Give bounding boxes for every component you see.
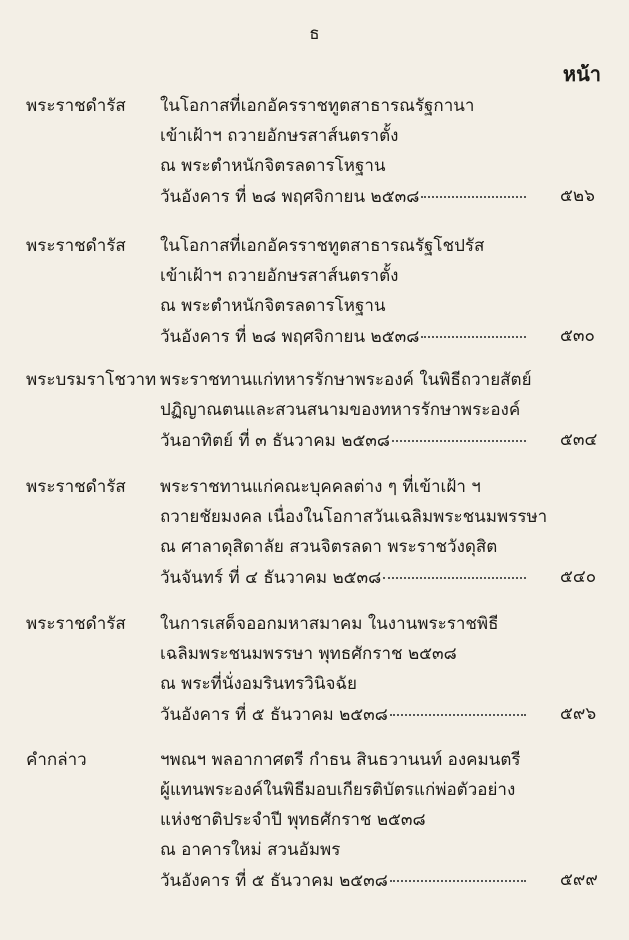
entry-line: เข้าเฝ้าฯ ถวายอักษรสาส์นตราตั้ง [160,126,399,146]
entry-page-number: ๕๔๐ [560,567,597,587]
roman-page-number: ธ [309,24,320,44]
entry-line: ในโอกาสที่เอกอัครราชทูตสาธารณรัฐโชปรัส [160,236,485,256]
entry-date-line [160,322,526,350]
entry-date: วันอังคาร ที่ ๒๘ พฤศจิกายน ๒๕๓๘ [160,327,420,347]
entry-line: ณ ศาลาดุสิดาลัย สวนจิตรลดา พระราชวังดุสิต [160,537,498,557]
entry-page-number: ๕๙๖ [560,704,597,724]
entry-line: ผู้แทนพระองค์ในพิธีมอบเกียรติบัตรแก่พ่อตัวอย่าง [160,780,516,800]
entry-category: พระราชดำรัส [26,477,126,497]
leader-dots [390,696,526,716]
entry-date: วันจันทร์ ที่ ๔ ธันวาคม ๒๕๓๘ [160,568,382,588]
page-column-heading: หน้า [562,62,601,86]
entry-line: ณ พระตำหนักจิตรลดารโหฐาน [160,156,386,176]
leader-dots [390,862,526,882]
leader-dots [421,178,526,198]
entry-category: พระราชดำรัส [26,236,126,256]
leader-dots [383,559,526,579]
entry-category: พระราชดำรัส [26,614,126,634]
entry-line: ในโอกาสที่เอกอัครราชทูตสาธารณรัฐกานา [160,96,475,116]
entry-date: วันอังคาร ที่ ๕ ธันวาคม ๒๕๓๘ [160,705,388,725]
entry-date: วันอังคาร ที่ ๒๘ พฤศจิกายน ๒๕๓๘ [160,187,420,207]
entry-line: แห่งชาติประจำปี พุทธศักราช ๒๕๓๘ [160,810,426,830]
entry-date-line [160,700,526,728]
entry-page-number: ๕๙๙ [560,870,598,890]
entry-line: ถวายชัยมงคล เนื่องในโอกาสวันเฉลิมพระชนมพรรษา [160,507,548,527]
entry-date: วันอังคาร ที่ ๕ ธันวาคม ๒๕๓๘ [160,871,388,891]
entry-line: ปฏิญาณตนและสวนสนามของทหารรักษาพระองค์ [160,400,521,420]
entry-date-line [160,182,526,210]
entry-date: วันอาทิตย์ ที่ ๓ ธันวาคม ๒๕๓๘ [160,431,391,451]
leader-dots [421,318,526,338]
entry-line: ณ พระที่นั่งอมรินทรวินิจฉัย [160,674,357,694]
entry-line: พระราชทานแก่คณะบุคคลต่าง ๆ ที่เข้าเฝ้า ฯ [160,477,481,497]
entry-date-line [160,426,526,454]
entry-line: พระราชทานแก่ทหารรักษาพระองค์ ในพิธีถวายสัตย์ [160,370,532,390]
entry-category: คำกล่าว [26,750,87,770]
entry-date-line [160,563,526,591]
entry-category: พระราชดำรัส [26,96,126,116]
entry-line: เฉลิมพระชนมพรรษา พุทธศักราช ๒๕๓๘ [160,644,457,664]
entry-page-number: ๕๓๔ [560,430,598,450]
entry-date-line [160,866,526,894]
entry-line: เข้าเฝ้าฯ ถวายอักษรสาส์นตราตั้ง [160,266,399,286]
entry-page-number: ๕๒๖ [560,186,595,206]
entry-page-number: ๕๓๐ [560,326,595,346]
entry-line: ณ อาคารใหม่ สวนอัมพร [160,840,341,860]
entry-line: ฯพณฯ พลอากาศตรี กำธน สินธวานนท์ องคมนตรี [160,750,521,770]
leader-dots [392,422,526,442]
entry-category: พระบรมราโชวาท [26,370,157,390]
entry-line: ณ พระตำหนักจิตรลดารโหฐาน [160,296,386,316]
entry-line: ในการเสด็จออกมหาสมาคม ในงานพระราชพิธี [160,614,499,634]
